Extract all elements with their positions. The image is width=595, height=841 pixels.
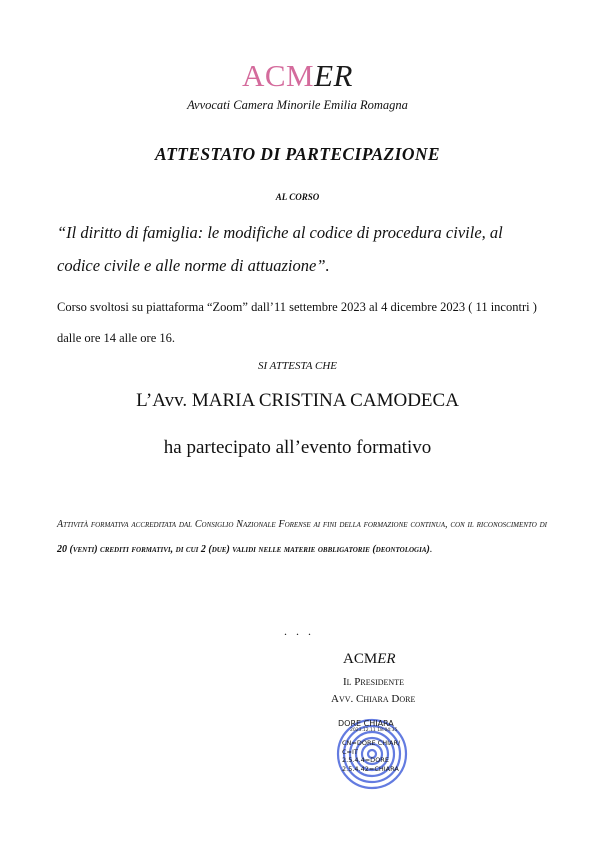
attests-label: SI ATTESTA CHE — [257, 360, 338, 372]
logo-suffix: ER — [314, 58, 353, 93]
course-title: “Il diritto di famiglia: le modifiche al codice di procedura civile, al codice civile e alle norme di attuazione”. — [57, 223, 503, 275]
stamp-date: 2023.12.11 18:04:35 — [350, 728, 398, 733]
stamp-signer-name: DORE CHIARA — [338, 719, 394, 728]
course-info: Corso svoltosi su piattaforma “Zoom” dall’11 settembre 2023 al 4 dicembre 2023 ( 11 incontri ) dalle ore 14 alle ore 16. — [57, 300, 537, 345]
certificate-title: ATTESTATO DI PARTECIPAZIONE — [154, 144, 441, 164]
accreditation-end: . — [429, 544, 433, 555]
stamp-line: 2.5.4.4=DORE — [342, 756, 389, 764]
stamp-line: C=IT — [342, 747, 358, 756]
signature-logo — [343, 651, 396, 668]
participation-statement: ha partecipato all’evento formativo — [163, 437, 432, 458]
signature-name: Avv. Chiara Dore — [331, 693, 416, 705]
digital-signature-stamp — [338, 719, 400, 773]
participant-name: L’Avv. MARIA CRISTINA CAMODECA — [136, 390, 459, 411]
signature-logo-suffix: ER — [377, 651, 396, 667]
association-subtitle: Avvocati Camera Minorile Emilia Romagna — [187, 98, 408, 112]
separator-dots: . . . — [284, 624, 314, 638]
accreditation-intro: Attività formativa accreditata dal Consiglio Nazionale Forense ai fini della formazione continua, con il riconoscimento di — [57, 519, 547, 530]
acmer-logo — [0, 58, 595, 94]
stamp-line: 2.5.4.42=CHIARA — [342, 764, 399, 773]
stamp-line: CN=DORE CHIAR/ — [342, 739, 401, 747]
signature-logo-prefix: ACM — [343, 651, 378, 667]
logo-prefix: ACM — [241, 58, 315, 93]
course-label: AL CORSO — [275, 192, 320, 202]
accreditation-credits: 20 (venti) crediti formativi, di cui 2 (due) validi nelle materie obbligatorie (deontologia) — [57, 544, 430, 555]
signature-role: Il Presidente — [343, 676, 404, 688]
accreditation-text — [57, 512, 547, 562]
